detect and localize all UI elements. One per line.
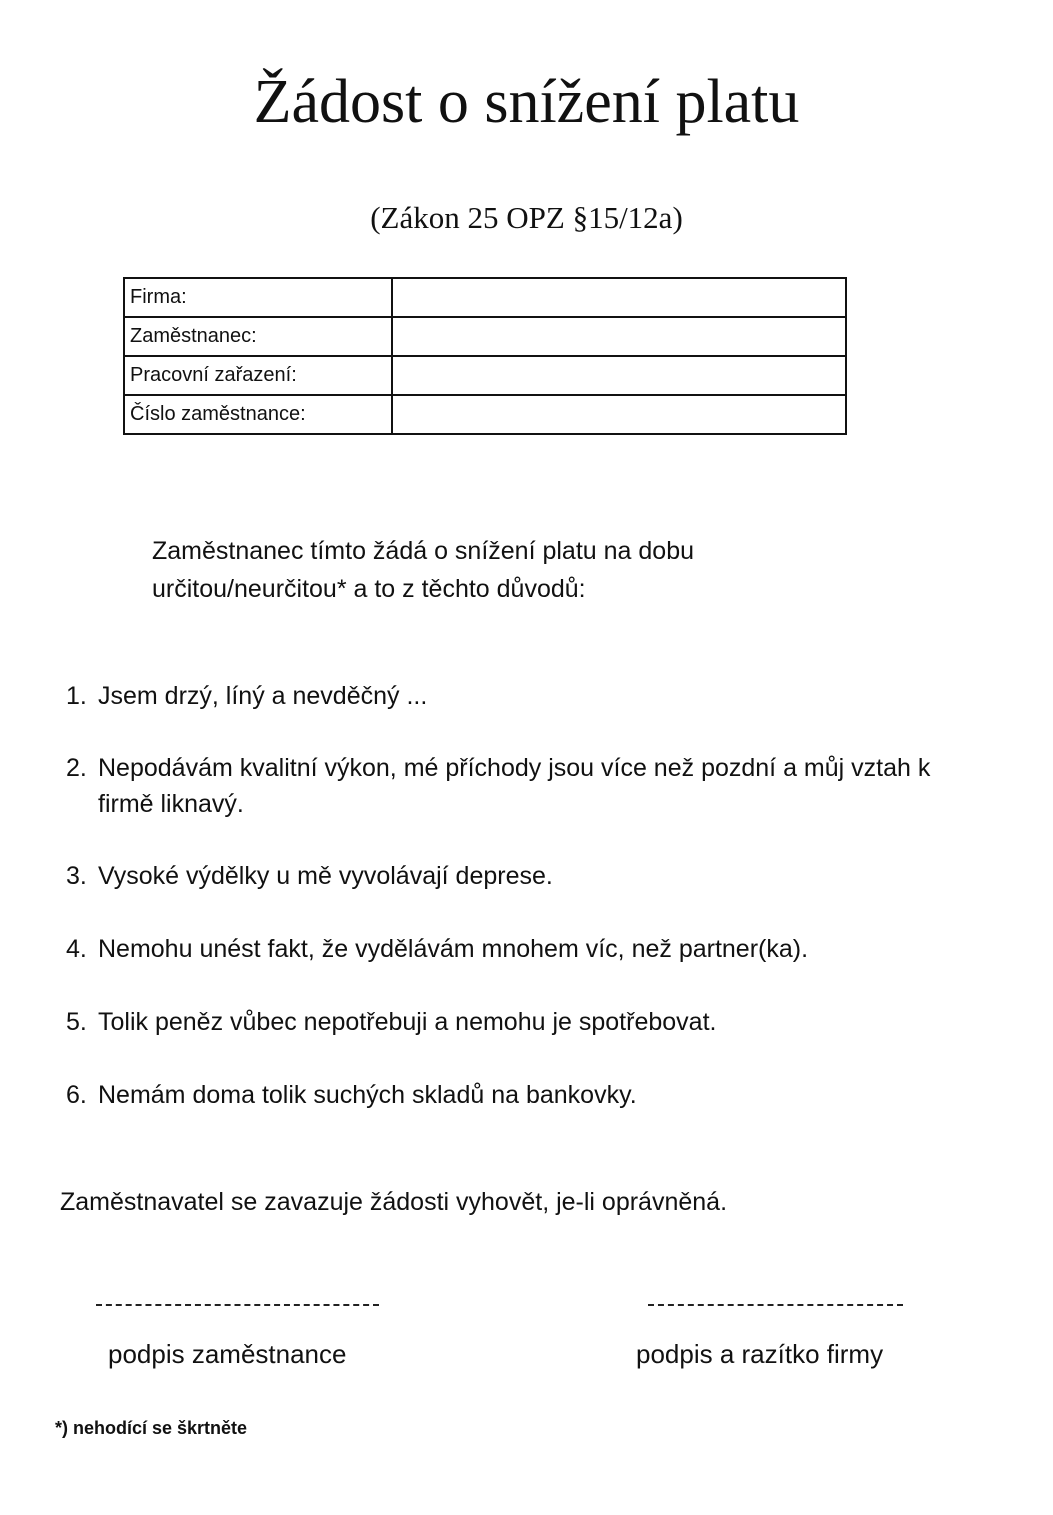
field-value-firma[interactable] (392, 278, 846, 317)
list-item-text: Nepodávám kvalitní výkon, mé příchody jsou více než pozdní a můj vztah k firmě liknavý. (98, 754, 931, 818)
list-item-text: Tolik peněz vůbec nepotřebuji a nemohu je spotřebovat. (98, 1008, 717, 1036)
company-signature-label: podpis a razítko firmy (636, 1339, 884, 1369)
intro-paragraph (152, 532, 812, 608)
table-row (124, 278, 846, 317)
list-item (66, 931, 946, 967)
list-item (66, 858, 946, 894)
field-label-cislo-zamestnance: Číslo zaměstnance: (124, 395, 392, 434)
list-item (66, 1004, 946, 1040)
list-item-number: 1. (66, 682, 87, 710)
list-item-number: 4. (66, 935, 87, 963)
list-item-number: 2. (66, 754, 87, 782)
employer-commitment: Zaměstnavatel se zavazuje žádosti vyhovět, je-li oprávněná. (60, 1188, 728, 1216)
field-label-firma: Firma: (124, 278, 392, 317)
field-label-pracovni-zarazeni: Pracovní zařazení: (124, 356, 392, 395)
table-row (124, 356, 846, 395)
list-item (66, 678, 946, 714)
reasons-list (66, 678, 946, 1113)
list-item-number: 6. (66, 1081, 87, 1109)
field-value-cislo-zamestnance[interactable] (392, 395, 846, 434)
table-row (124, 317, 846, 356)
footnote: *) nehodící se škrtněte (55, 1418, 248, 1438)
table-row (124, 395, 846, 434)
intro-line: určitou/neurčitou* a to z těchto důvodů: (152, 575, 586, 603)
list-item-text: Nemohu unést fakt, že vydělávám mnohem víc, než partner(ka). (98, 935, 809, 963)
list-item (66, 750, 946, 822)
employee-signature-label: podpis zaměstnance (108, 1339, 347, 1369)
company-signature-line[interactable] (648, 1304, 903, 1306)
list-item (66, 1077, 946, 1113)
page-title: Žádost o snížení platu (253, 68, 800, 136)
field-value-pracovni-zarazeni[interactable] (392, 356, 846, 395)
list-item-number: 3. (66, 862, 87, 890)
field-label-zamestnanec: Zaměstnanec: (124, 317, 392, 356)
list-item-text: Vysoké výdělky u mě vyvolávají deprese. (98, 862, 553, 890)
employee-signature-line[interactable] (96, 1304, 379, 1306)
employee-info-table (123, 277, 847, 435)
list-item-text: Jsem drzý, líný a nevděčný ... (98, 682, 428, 710)
intro-line: Zaměstnanec tímto žádá o snížení platu na dobu (152, 537, 695, 565)
law-reference: (Zákon 25 OPZ §15/12a) (370, 200, 683, 235)
list-item-number: 5. (66, 1008, 87, 1036)
field-value-zamestnanec[interactable] (392, 317, 846, 356)
list-item-text: Nemám doma tolik suchých skladů na bankovky. (98, 1081, 637, 1109)
